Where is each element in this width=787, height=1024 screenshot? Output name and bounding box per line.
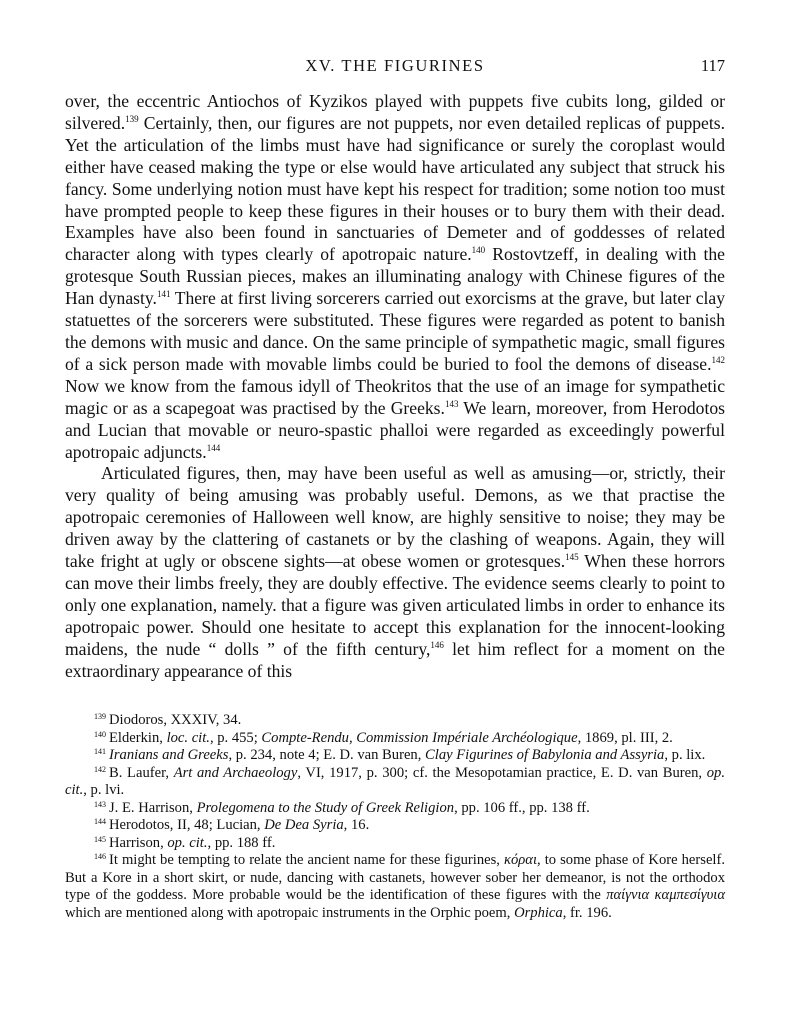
footnote-text: , pp. 106 ff., pp. 138 ff. (454, 799, 590, 816)
footnote-ref-142[interactable]: 142 (711, 354, 725, 365)
footnote-text: , p. lix. (664, 747, 706, 763)
running-title: XV. THE FIGURINES (305, 56, 485, 75)
footnote-number: 145 (94, 834, 106, 844)
footnote-text: , 16. (343, 817, 370, 833)
footnote-text: which are mentioned along with apotropaic instruments in the Orphic poem, (65, 904, 515, 921)
citation-title: Prolegomena to the Study of Greek Religion (196, 799, 455, 816)
footnote-text: , fr. 196. (562, 904, 612, 921)
footnote-number: 142 (94, 764, 106, 774)
footnote-ref-145[interactable]: 145 (565, 552, 579, 563)
text-span: Certainly, then, our figures are not puppets, nor even detailed replicas of puppets. Yet the articulation of the limbs must have had significance or surely the coroplast would either have ceased making the type or else would have articulated any subject that struck his fancy. Some underlying notion must have kept his respect for tradition; some notion too must have prompted people to keep these figures in their houses or to bury them with their dead. Examples have also been found in sanctuaries of Demeter and of goddesses of related character along with types clearly of apotropaic nature. (65, 112, 725, 265)
footnote-text: , VI, 1917, p. 300; cf. the Mesopotamian practice, E. D. van Buren, (297, 764, 707, 781)
footnote-text: Herodotos, II, 48; Lucian, (109, 817, 265, 833)
text-span: Now we know from the famous idyll of Theokritos that the use of an image for sympathetic magic or as a scapegoat was practised by the Greeks. (65, 375, 725, 418)
footnotes (65, 712, 725, 922)
citation-title: Iranians and Greeks (109, 747, 229, 763)
footnote-text: It might be tempting to relate the ancient name for these figurines, (109, 852, 504, 868)
citation-title: op. cit. (65, 764, 725, 798)
footnote-number: 146 (94, 852, 106, 861)
footnote-number: 140 (94, 729, 106, 739)
footnote-140 (65, 730, 725, 748)
text-span: Articulated figures, then, may have been useful as well as amusing—or, strictly, their very quality of being amusing was probably useful. Demons, as we that practise the apotropaic ceremonies of Halloween well know, are highly sensitive to noise; they may be driven away by the clattering of castanets or by the clashing of weapons. Again, they will take fright at ugly or obscene sights—at obese women or grotesques. (65, 463, 725, 572)
footnote-145 (65, 835, 725, 853)
citation-title: Orphica (514, 904, 563, 921)
footnote-text: , p. 455; (209, 729, 262, 746)
footnote-142 (65, 765, 725, 800)
footnote-ref-146[interactable]: 146 (430, 639, 444, 650)
citation-title: Compte-Rendu, Commission Impériale Archéologique (261, 729, 578, 746)
footnote-146 (65, 852, 725, 922)
footnote-ref-144[interactable]: 144 (206, 442, 221, 453)
text-span: Rostovtzeff, in dealing with the grotesque South Russian pieces, makes an illuminating analogy with Chinese figures of the Han dynasty. (65, 244, 725, 309)
footnote-143 (65, 800, 725, 818)
greek-term: κόραι (503, 852, 538, 868)
text-span: over, the eccentric Antiochos of Kyzikos played with puppets five cubits long, gilded or silvered. (65, 91, 725, 133)
citation-title: loc. cit. (166, 729, 210, 746)
footnote-text: Harrison, (109, 834, 168, 851)
citation-title: De Dea Syria (264, 817, 344, 833)
text-span: We learn, moreover, from Herodotos and Lucian that movable or neuro-spastic phalloi were regarded as exceedingly powerful apotropaic adjuncts. (65, 397, 725, 462)
text-span: There at first living sorcerers carried out exorcisms at the grave, but later clay statuettes of the sorcerers were substituted. These figures were regarded as potent to banish the demons with music and dance. On the same principle of sympathetic magic, small figures of a sick person made with movable limbs could be buried to fool the demons of disease. (65, 288, 725, 374)
footnote-141 (65, 747, 725, 765)
citation-title: Clay Figurines of Babylonia and Assyria (425, 747, 665, 763)
footnote-ref-140[interactable]: 140 (471, 245, 486, 256)
footnote-text: , to some phase of Kore herself. But a Kore in a short skirt, or nude, dancing with castanets, however sober her demeanor, is not the orthodox type of the goddess. More probable would be the identification of these figures with the (65, 852, 725, 903)
footnote-text: , p. 234, note 4; E. D. van Buren, (228, 747, 426, 763)
footnote-ref-141[interactable]: 141 (156, 289, 171, 300)
citation-title: op. cit. (167, 834, 208, 851)
footnote-text: B. Laufer, (109, 764, 174, 781)
footnote-number: 139 (94, 712, 106, 721)
running-header (65, 56, 725, 78)
footnote-ref-143[interactable]: 143 (444, 398, 459, 409)
footnote-number: 141 (94, 747, 106, 756)
footnote-ref-139[interactable]: 139 (125, 113, 139, 124)
greek-term: παίγνια καμπεσίγυια (606, 887, 725, 903)
footnote-number: 143 (94, 799, 106, 809)
footnote-text: , p. lvi. (83, 782, 125, 798)
body-text (65, 91, 725, 682)
citation-title: Art and Archaeology (173, 764, 298, 781)
footnote-139 (65, 712, 725, 730)
footnote-text: Elderkin, (109, 729, 167, 746)
footnote-text: J. E. Harrison, (109, 799, 197, 816)
footnote-144 (65, 817, 725, 835)
page-number: 117 (700, 56, 725, 75)
text-span: When these horrors can move their limbs freely, they are doubly effective. The evidence seems clearly to point to only one explanation, namely. that a figure was given articulated limbs in order to enhance its apotropaic power. Should one hesitate to accept this explanation for the innocent-looking maidens, the nude “ dolls ” of the fifth century, (65, 551, 725, 659)
text-span: let him reflect for a moment on the extraordinary appearance of this (65, 638, 725, 681)
footnote-text: Diodoros, XXXIV, 34. (109, 712, 242, 728)
footnote-text: , pp. 188 ff. (207, 834, 276, 851)
footnote-number: 144 (94, 817, 106, 826)
footnote-text: , 1869, pl. III, 2. (577, 729, 673, 746)
paragraph-2 (65, 463, 725, 682)
paragraph-1 (65, 91, 725, 463)
